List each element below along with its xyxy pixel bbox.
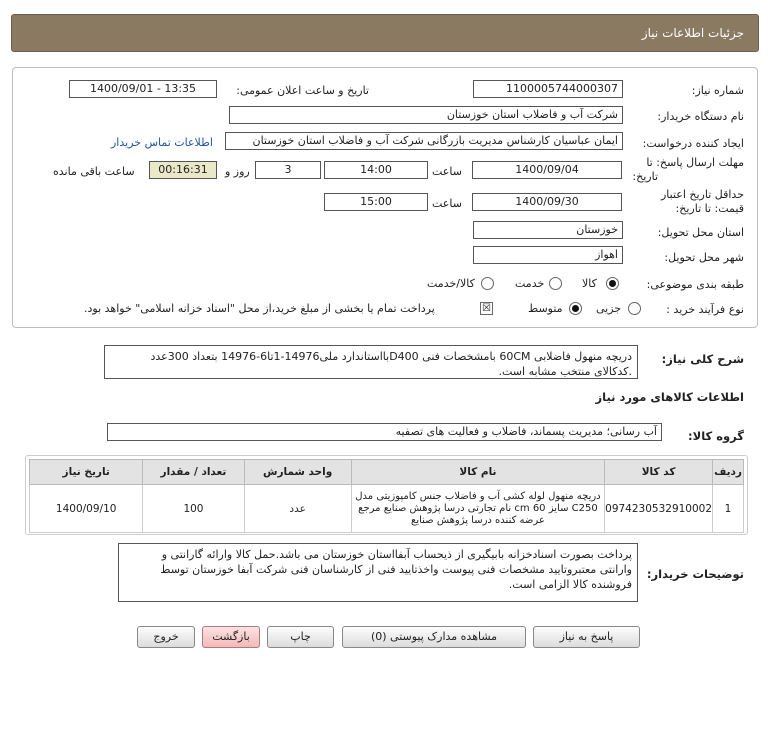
cell-code: 0974230532910002 (605, 485, 713, 533)
page-title: جزئیات اطلاعات نیاز (641, 26, 744, 40)
col-header-name: نام کالا (351, 460, 604, 485)
creator-field: ایمان عباسیان کارشناس مدیریت بازرگانی شرکت آب و فاضلاب استان خوزستان (225, 132, 623, 150)
process-radio-medium[interactable] (569, 302, 582, 315)
back-button[interactable]: بازگشت (202, 626, 260, 648)
announce-label: تاریخ و ساعت اعلان عمومی: (236, 84, 369, 97)
validity-label-1: حداقل تاریخ اعتبار (660, 188, 744, 201)
buyer-org-label: نام دستگاه خریدار: (657, 110, 744, 123)
print-button[interactable]: چاپ (267, 626, 334, 648)
summary-line-1: دریچه منهول فاضلابی 60CM بامشخصات فنی D400بااستاندارد ملی14976-1تا6-14976 بتعداد 300عدد (150, 350, 632, 363)
category-radio-goods[interactable] (606, 277, 619, 290)
days-label: روز و (225, 165, 250, 178)
goods-section-title: اطلاعات کالاهای مورد نیاز (595, 390, 744, 404)
buyer-notes-label: توضیحات خریدار: (646, 567, 744, 581)
deadline-time-label: ساعت (432, 165, 462, 178)
category-option-goods: کالا (582, 277, 597, 290)
buyer-notes-line-1: پرداخت بصورت اسنادخزانه بابیگیری از ذیحساب آبفااستان خوزستان می باشد.حمل کالا وارائه گارانتی و (161, 548, 632, 561)
province-label: استان محل تحویل: (657, 226, 744, 239)
summary-box (104, 345, 638, 379)
col-header-date: تاریخ نیاز (30, 460, 143, 485)
city-label: شهر محل تحویل: (664, 251, 744, 264)
validity-label-2: قیمت: تا تاریخ: (675, 202, 744, 215)
creator-label: ایجاد کننده درخواست: (642, 137, 744, 150)
process-option-minor: جزیی (596, 302, 622, 315)
summary-line-2: .کدکالای منتخب مشابه است. (498, 365, 632, 378)
remaining-time-field: 00:16:31 (149, 161, 217, 179)
exit-button[interactable]: خروج (137, 626, 195, 648)
buyer-notes-line-2: وارانتی معتبروتایید مشخصات فنی پیوست واخذتایید فنی از کارشناسان فنی شرکت آبفا خوزستان توسط (160, 563, 632, 576)
table-row[interactable] (30, 485, 744, 533)
cell-name-line-3: عرضه کننده درسا پژوهش صنایع (411, 514, 545, 526)
reply-button[interactable]: پاسخ به نیاز (533, 626, 640, 648)
announce-field: 1400/09/01 - 13:35 (69, 80, 217, 98)
page-header (11, 14, 759, 52)
process-label: نوع فرآیند خرید : (666, 303, 744, 316)
col-header-unit: واحد شمارش (244, 460, 351, 485)
goods-group-label: گروه کالا: (688, 429, 744, 443)
buyer-notes-box (118, 543, 638, 602)
validity-time-label: ساعت (432, 197, 462, 210)
cell-qty: 100 (143, 485, 244, 533)
buyer-org-field: شرکت آب و فاضلاب استان خوزستان (229, 106, 623, 124)
process-option-medium: متوسط (528, 302, 563, 315)
goods-group-field: آب رسانی؛ مدیریت پسماند، فاضلاب و فعالیت های تصفیه (107, 423, 662, 441)
province-field: خوزستان (473, 221, 623, 239)
remaining-time-label: ساعت باقی مانده (53, 165, 135, 178)
cell-unit: عدد (244, 485, 351, 533)
category-radio-service[interactable] (549, 277, 562, 290)
treasury-note: پرداخت تمام یا بخشی از مبلغ خرید،از محل "اسناد خزانه اسلامی" خواهد بود. (84, 302, 435, 315)
validity-date-field: 1400/09/30 (472, 193, 622, 211)
category-radio-goods-service[interactable] (481, 277, 494, 290)
category-option-service: خدمت (515, 277, 545, 290)
goods-table (29, 459, 744, 533)
summary-label: شرح کلی نیاز: (661, 352, 744, 366)
need-number-label: شماره نیاز: (691, 84, 744, 97)
col-header-code: کد کالا (605, 460, 713, 485)
deadline-label-2: تاریخ: (632, 170, 658, 183)
buyer-notes-line-3: فروشنده کالا الزامی است. (508, 578, 632, 591)
attachments-button[interactable]: مشاهده مدارک پیوستی (0) (342, 626, 526, 648)
deadline-time-field: 14:00 (324, 161, 428, 179)
col-header-qty: تعداد / مقدار (143, 460, 244, 485)
category-label: طبقه بندی موضوعی: (646, 278, 744, 291)
table-header-row (30, 460, 744, 485)
deadline-date-field: 1400/09/04 (472, 161, 622, 179)
col-header-row: ردیف (713, 460, 744, 485)
cell-name-line-1: دریچه منهول لوله کشی آب و فاضلاب جنس کامپوزیتی مدل (355, 490, 601, 502)
cell-name (351, 485, 604, 533)
contact-info-link[interactable]: اطلاعات تماس خریدار (111, 136, 213, 149)
treasury-checkbox[interactable]: ☒ (480, 302, 493, 315)
cell-name-line-2: C250 سایز 60 cm نام تجارتی درسا پژوهش صنایع مرجع (358, 502, 598, 514)
city-field: اهواز (473, 246, 623, 264)
deadline-label-1: مهلت ارسال پاسخ: تا (646, 156, 744, 169)
need-number-field: 1100005744000307 (473, 80, 623, 98)
validity-time-field: 15:00 (324, 193, 428, 211)
cell-row: 1 (713, 485, 744, 533)
category-option-goods-service: کالا/خدمت (427, 277, 475, 290)
cell-date: 1400/09/10 (30, 485, 143, 533)
days-field: 3 (255, 161, 321, 179)
process-radio-minor[interactable] (628, 302, 641, 315)
